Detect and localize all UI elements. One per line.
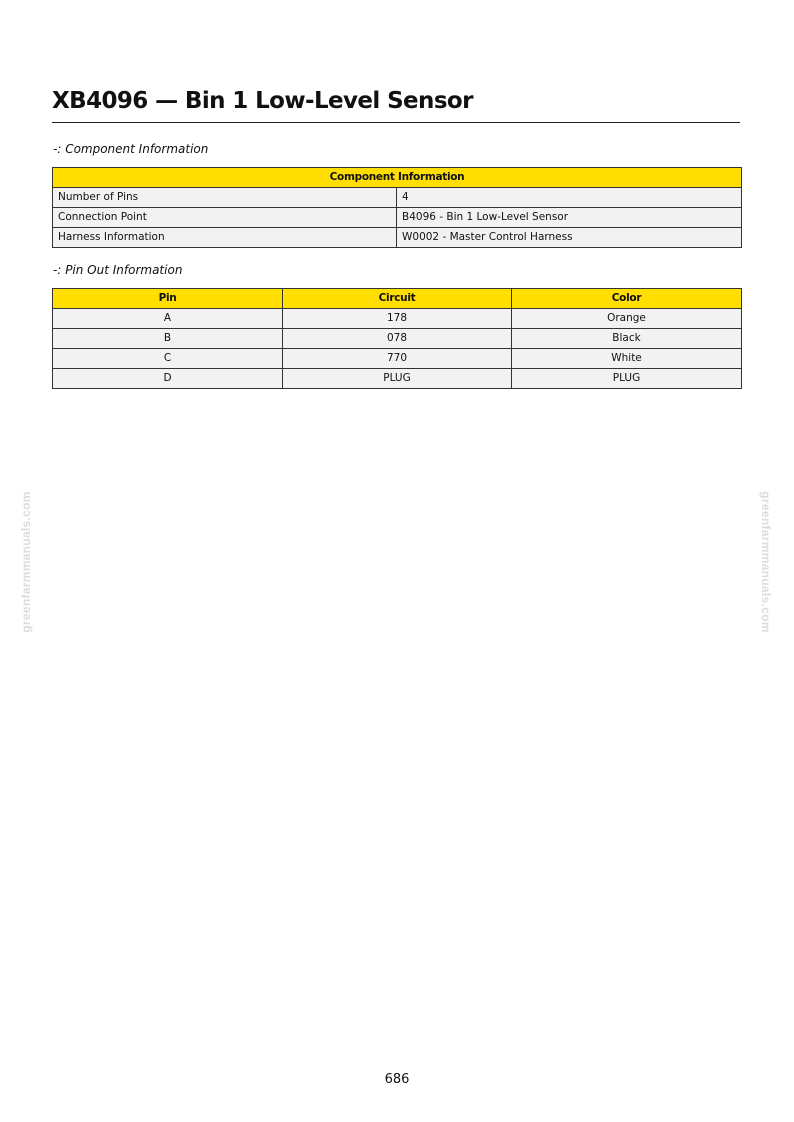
component-info-header-row <box>53 168 742 188</box>
color-cell: Orange <box>512 309 742 329</box>
circuit-cell: PLUG <box>283 369 512 389</box>
component-info-header: Component Information <box>53 168 742 188</box>
info-key: Connection Point <box>53 208 397 228</box>
page-title: XB4096 — Bin 1 Low-Level Sensor <box>52 86 740 123</box>
table-row <box>53 349 742 369</box>
component-info-label: -: Component Information <box>53 142 209 156</box>
table-row <box>53 329 742 349</box>
info-key: Number of Pins <box>53 188 397 208</box>
watermark-left: greenfarmmanuals.com <box>19 491 33 633</box>
pinout-table <box>52 288 742 389</box>
table-row <box>53 208 742 228</box>
pinout-header-row <box>53 289 742 309</box>
circuit-cell: 770 <box>283 349 512 369</box>
color-cell: PLUG <box>512 369 742 389</box>
pin-cell: D <box>53 369 283 389</box>
table-row <box>53 228 742 248</box>
circuit-cell: 178 <box>283 309 512 329</box>
color-column-header: Color <box>512 289 742 309</box>
table-row <box>53 369 742 389</box>
table-row <box>53 188 742 208</box>
table-row <box>53 309 742 329</box>
circuit-column-header: Circuit <box>283 289 512 309</box>
component-info-table <box>52 167 742 248</box>
pin-cell: A <box>53 309 283 329</box>
pin-column-header: Pin <box>53 289 283 309</box>
pinout-info-label: -: Pin Out Information <box>53 263 183 277</box>
info-value: W0002 - Master Control Harness <box>397 228 742 248</box>
pin-cell: C <box>53 349 283 369</box>
info-value: 4 <box>397 188 742 208</box>
color-cell: White <box>512 349 742 369</box>
info-value: B4096 - Bin 1 Low-Level Sensor <box>397 208 742 228</box>
info-key: Harness Information <box>53 228 397 248</box>
watermark-right: greenfarmmanuals.com <box>759 491 773 633</box>
color-cell: Black <box>512 329 742 349</box>
circuit-cell: 078 <box>283 329 512 349</box>
page-number: 686 <box>384 1072 410 1087</box>
pin-cell: B <box>53 329 283 349</box>
